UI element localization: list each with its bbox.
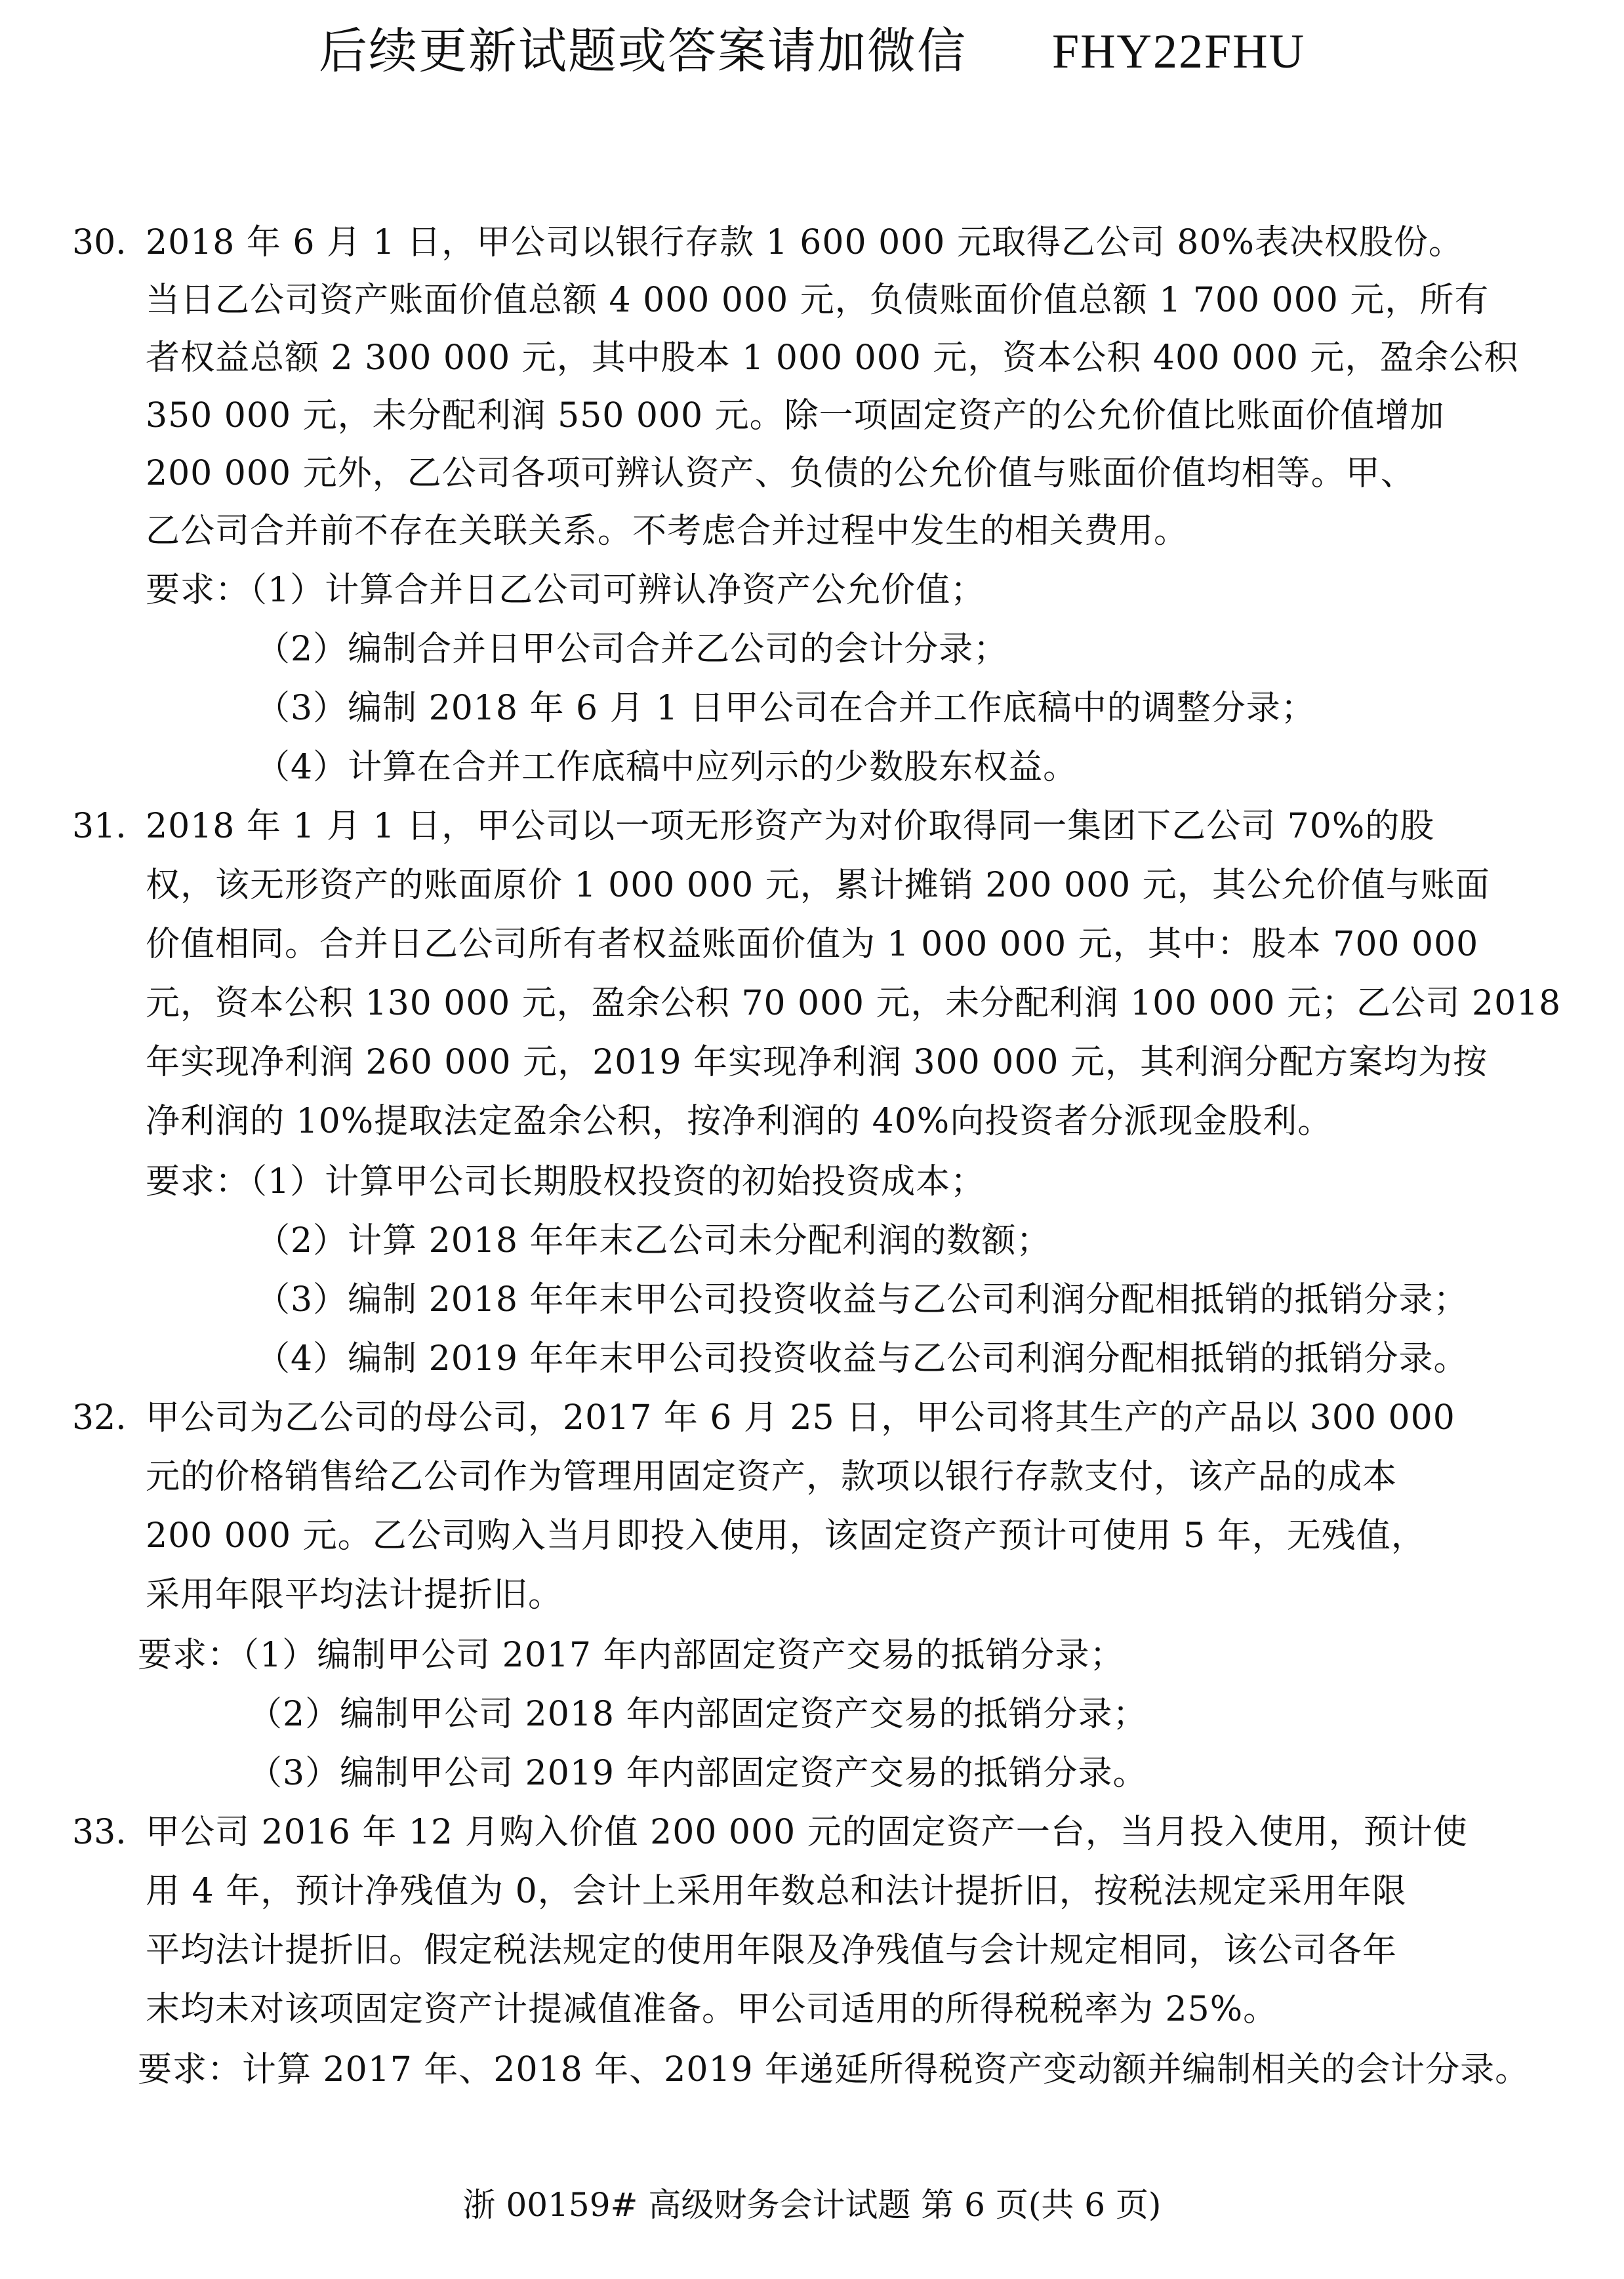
requirement-line: （3）编制 2018 年年末甲公司投资收益与乙公司利润分配相抵销的抵销分录； <box>256 1280 1469 1320</box>
question-number: 31. <box>72 807 127 846</box>
requirement-line: （4）编制 2019 年年末甲公司投资收益与乙公司利润分配相抵销的抵销分录。 <box>256 1339 1469 1379</box>
question-number: 33. <box>72 1813 127 1852</box>
question-text-line: 权，该无形资产的账面原价 1 000 000 元，累计摊销 200 000 元，其公允价值与账面 <box>146 866 1490 905</box>
header-text: 后续更新试题或答案请加微信 <box>318 23 967 79</box>
question-text-line: 200 000 元。乙公司购入当月即投入使用，该固定资产预计可使用 5 年，无残值， <box>146 1516 1426 1556</box>
page-footer: 浙 00159# 高级财务会计试题 第 6 页(共 6 页) <box>462 2186 1162 2224</box>
question-text-line: 350 000 元，未分配利润 550 000 元。除一项固定资产的公允价值比账面价值增加 <box>146 396 1445 435</box>
requirement-line: （2）编制合并日甲公司合并乙公司的会计分录； <box>256 630 1009 669</box>
page-header <box>0 18 1624 85</box>
requirement-line: 要求：（1）编制甲公司 2017 年内部固定资产交易的抵销分录； <box>138 1636 1125 1675</box>
requirement-line: （4）计算在合并工作底稿中应列示的少数股东权益。 <box>256 748 1078 787</box>
requirement-line: （2）计算 2018 年年末乙公司未分配利润的数额； <box>256 1221 1051 1261</box>
question-number: 32. <box>72 1398 127 1438</box>
question-text-line: 价值相同。合并日乙公司所有者权益账面价值为 1 000 000 元，其中：股本 700 000 <box>146 925 1479 964</box>
question-text-line: 2018 年 6 月 1 日，甲公司以银行存款 1 600 000 元取得乙公司 80%表决权股份。 <box>146 223 1463 262</box>
requirement-line: 要求：（1）计算合并日乙公司可辨认净资产公允价值； <box>146 571 986 610</box>
requirement-line: （3）编制 2018 年 6 月 1 日甲公司在合并工作底稿中的调整分录； <box>256 689 1316 728</box>
question-text-line: 平均法计提折旧。假定税法规定的使用年限及净残值与会计规定相同，该公司各年 <box>146 1931 1398 1970</box>
header-code: FHY22FHU <box>1051 25 1306 79</box>
question-text-line: 年实现净利润 260 000 元，2019 年实现净利润 300 000 元，其利润分配方案均为按 <box>146 1043 1488 1082</box>
question-text-line: 乙公司合并前不存在关联关系。不考虑合并过程中发生的相关费用。 <box>146 512 1189 551</box>
requirement-line: （3）编制甲公司 2019 年内部固定资产交易的抵销分录。 <box>248 1754 1148 1793</box>
question-text-line: 200 000 元外，乙公司各项可辨认资产、负债的公允价值与账面价值均相等。甲、 <box>146 454 1415 493</box>
question-text-line: 元的价格销售给乙公司作为管理用固定资产，款项以银行存款支付，该产品的成本 <box>146 1457 1398 1497</box>
question-text-line: 净利润的 10%提取法定盈余公积，按净利润的 40%向投资者分派现金股利。 <box>146 1102 1333 1141</box>
question-text-line: 末均未对该项固定资产计提减值准备。甲公司适用的所得税税率为 25%。 <box>146 1990 1278 2029</box>
question-text-line: 采用年限平均法计提折旧。 <box>146 1575 563 1615</box>
question-text-line: 2018 年 1 月 1 日，甲公司以一项无形资产为对价取得同一集团下乙公司 70%的股 <box>146 807 1435 846</box>
question-text-line: 甲公司 2016 年 12 月购入价值 200 000 元的固定资产一台，当月投入使用，预计使 <box>146 1813 1468 1852</box>
question-text-line: 甲公司为乙公司的母公司，2017 年 6 月 25 日，甲公司将其生产的产品以 300 000 <box>146 1398 1455 1438</box>
requirement-line: 要求：计算 2017 年、2018 年、2019 年递延所得税资产变动额并编制相关的会计分录。 <box>138 2050 1530 2089</box>
question-number: 30. <box>72 223 127 262</box>
question-text-line: 元，资本公积 130 000 元，盈余公积 70 000 元，未分配利润 100 000 元；乙公司 2018 <box>146 984 1562 1023</box>
question-text-line: 用 4 年，预计净残值为 0，会计上采用年数总和法计提折旧，按税法规定采用年限 <box>146 1872 1407 1911</box>
question-text-line: 者权益总额 2 300 000 元，其中股本 1 000 000 元，资本公积 400 000 元，盈余公积 <box>146 338 1519 378</box>
requirement-line: 要求：（1）计算甲公司长期股权投资的初始投资成本； <box>146 1162 986 1201</box>
question-text-line: 当日乙公司资产账面价值总额 4 000 000 元，负债账面价值总额 1 700 000 元，所有 <box>146 281 1490 320</box>
requirement-line: （2）编制甲公司 2018 年内部固定资产交易的抵销分录； <box>248 1695 1148 1734</box>
